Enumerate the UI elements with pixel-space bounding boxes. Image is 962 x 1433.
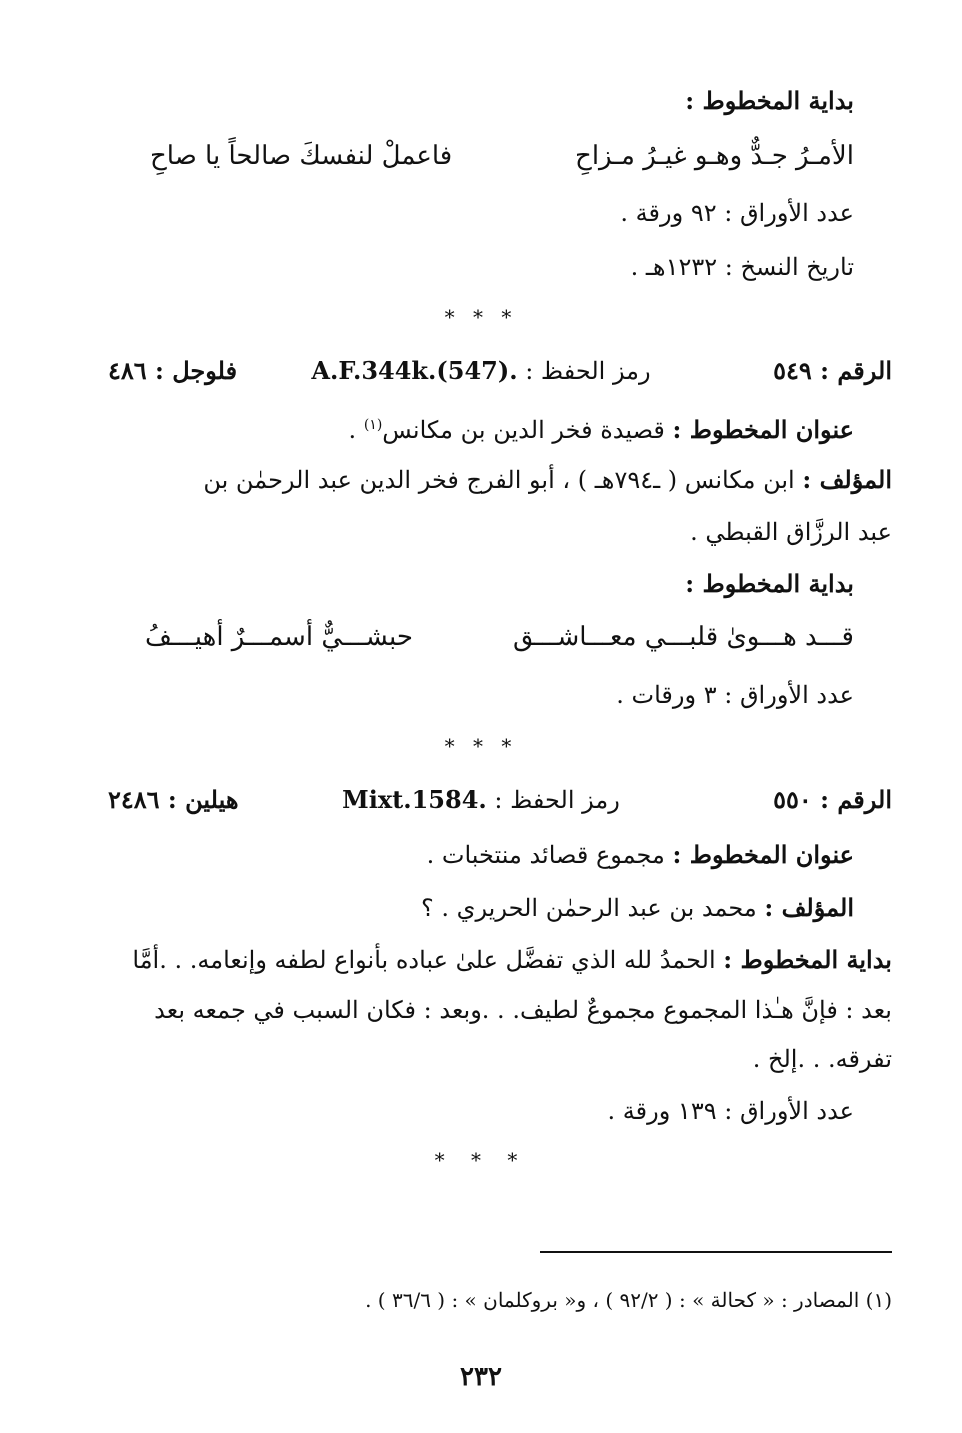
entry550-author-label: المؤلف : [764,893,854,922]
entry549-verse-left: حبشـــيٌّ أسمـــرٌ أهيـــفُ [145,622,413,652]
entry548-verse-left: فاعملْ لنفسكَ صالحاً يا صاحِ [150,141,453,171]
entry550-title-line [427,838,854,872]
entry550-author: محمد بن عبد الرحمٰن الحريري . ؟ [421,894,757,922]
entry549-author-line1 [70,463,892,497]
entry548-start-label: بداية المخطوط : [685,86,854,115]
entry549-title-end: . [348,416,357,444]
entry549-author-text: ابن مكانس ( ـ٧٩٤هـ ) ، أبو الفرج فخر الدين عبد الرحمٰن بن [203,466,795,494]
page-number: ٢٣٢ [460,1362,502,1392]
footnote-rule [540,1251,892,1253]
entry550-folios: عدد الأوراق : ١٣٩ ورقة . [607,1097,854,1125]
entry549-title-label: عنوان المخطوط : [672,415,854,444]
entry550-start-label: بداية المخطوط : [723,945,892,974]
separator-stars: * * * [444,305,518,329]
entry550-title: مجموع قصائد منتخبات . [426,841,665,869]
footnote-ref: (١) [363,417,383,433]
entry550-shelf-label: رمز الحفظ : [494,786,620,814]
entry549-shelf-label: رمز الحفظ : [525,357,651,385]
entry550-title-label: عنوان المخطوط : [672,840,854,869]
entry550-library: هيلين : ٢٤٨٦ [108,785,239,814]
entry549-shelf-code: A.F.344k.(547). [311,356,518,385]
entry550-start-line2: بعد : فإنَّ هـٰذا المجموع مجموعٌ لطيف. . .وبعد : فكان السبب في جمعه بعد [154,996,892,1024]
entry548-folios: عدد الأوراق : ٩٢ ورقة . [620,199,854,227]
entry550-shelf-code: Mixt.1584. [342,785,487,814]
entry549-author-line2: عبد الرزَّاق القبطي . [690,518,892,546]
entry550-number: الرقم : ٥٥٠ [773,785,892,814]
entry549-title: قصيدة فخر الدين بن مكانس [382,416,665,444]
entry548-verse-right: الأمـرُ جـدٌّ وهـو غيـرُ مـزاحِ [575,141,854,171]
entry549-number: الرقم : ٥٤٩ [773,356,892,385]
entry548-copy-date: تاريخ النسخ : ١٢٣٢هـ . [630,253,854,281]
entry550-start-line3: تفرقه. . .إلخ . [752,1045,892,1073]
footnote: (١) المصادر : « كحالة » : ( ٩٢/٢ ) ، و« بروكلمان » : ( ٣٦/٦ ) . [365,1288,892,1312]
entry549-folios: عدد الأوراق : ٣ ورقات . [616,681,854,709]
separator-stars: * * * [434,1148,528,1172]
entry549-start-label: بداية المخطوط : [685,569,854,598]
entry549-library: فلوجل : ٤٨٦ [108,356,238,385]
entry550-start-line1 [70,943,892,977]
separator-stars: * * * [444,734,518,758]
entry550-start-text1: الحمدُ لله الذي تفضَّل علىٰ عباده بأنواع لطفه وإنعامه. . .أمَّا [132,946,716,974]
entry549-verse-right: قـــد هـــوىٰ قلبـــي معـــاشـــق [512,622,854,652]
entry549-author-label: المؤلف : [802,465,892,494]
entry549-title-line [349,408,854,447]
entry550-author-line [421,891,854,925]
